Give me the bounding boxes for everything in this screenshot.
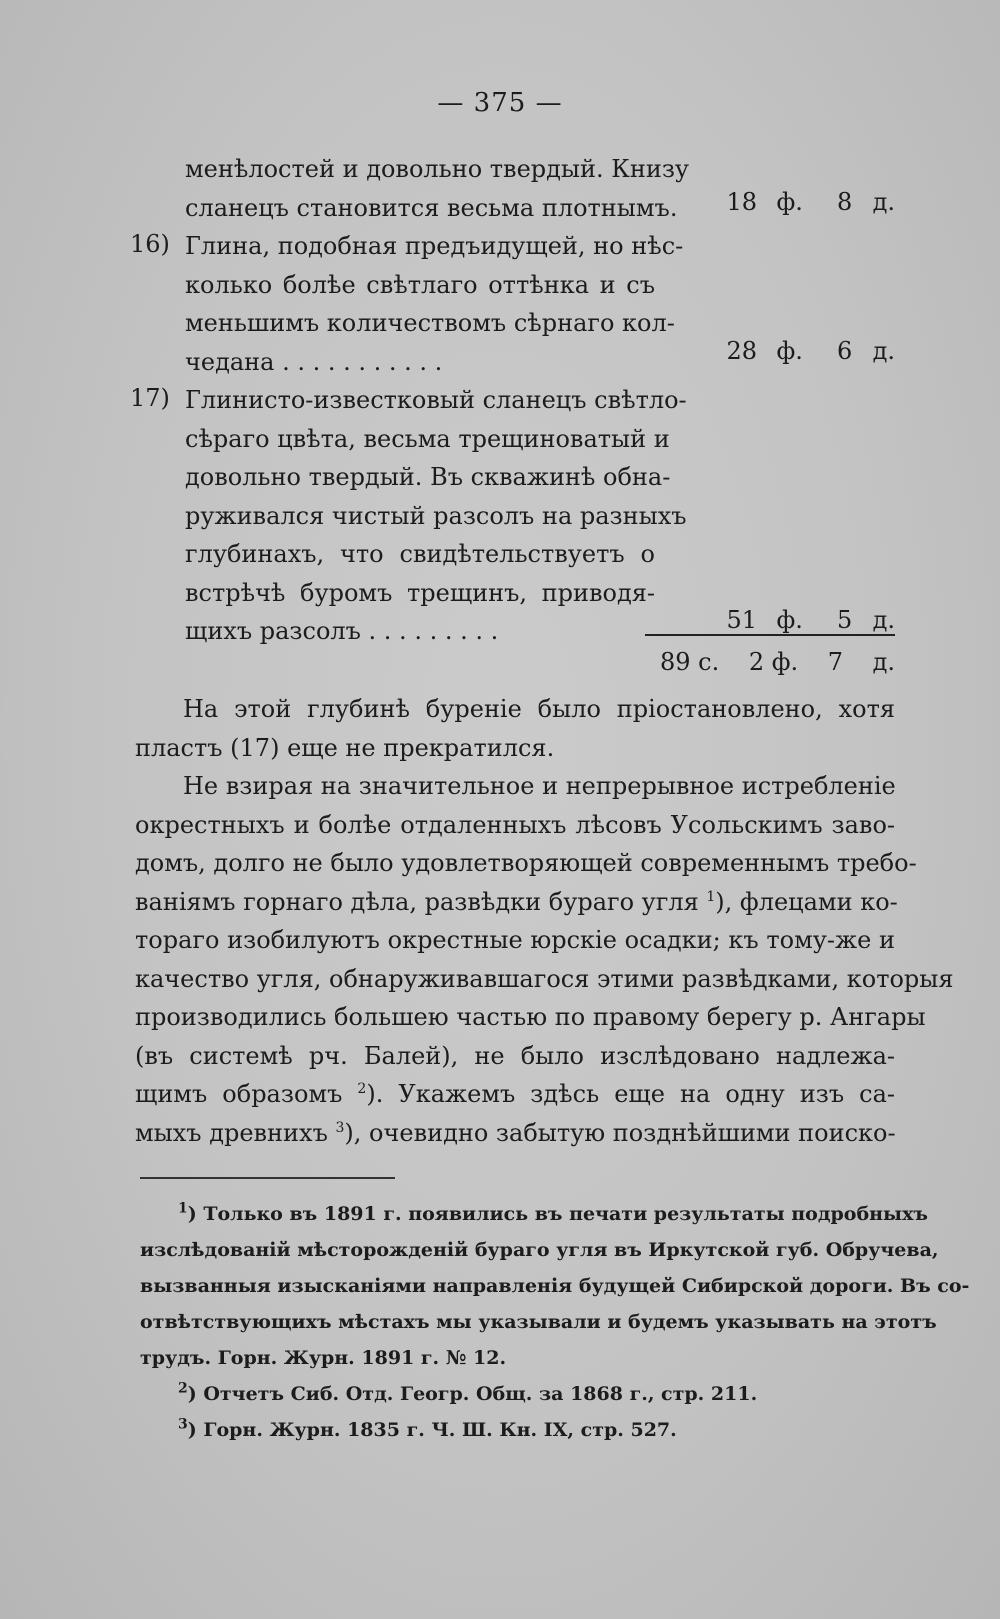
text-line: довольно твердый. Въ скважинѣ обна- [185,463,671,491]
layer-number: 17) [130,384,170,412]
text-line: отвѣтствующихъ мѣстахъ мы указывали и будемъ указывать на этотъ [140,1311,937,1333]
text-line: трудъ. Горн. Журн. 1891 г. № 12. [140,1347,507,1369]
inch-value: 5 [837,606,853,634]
layer-description [185,227,684,381]
text-fragment: ), очевидно забытую позднѣйшими поиско- [344,1118,896,1147]
layer-number: 16) [130,230,170,258]
layer-entry-17 [130,381,895,651]
text-line: меньшимъ количествомъ сѣрнаго кол- [185,309,675,337]
paragraph [135,690,895,767]
text-line: руживался чистый разсолъ на разныхъ [185,501,687,530]
text-line: глубинахъ, что свидѣтельствуетъ о [185,540,655,568]
text-line: вызванныя изысканiями направленiя будущей Сибирской дороги. Въ со- [140,1275,970,1297]
text-fragment: ) Отчетъ Сиб. Отд. Геогр. Общ. за 1868 г., стр. 211. [187,1383,758,1405]
text-line [135,883,898,922]
text-line: встрѣчѣ буромъ трещинъ, приводя- [185,578,655,607]
text-line: качество угля, обнаруживавшагося этими развѣдками, которыя [135,964,954,993]
layer-description [185,150,690,227]
inch-value: 8 [837,188,853,216]
text-fragment: ванiямъ горнаго дѣла, развѣдки бураго угля [135,887,699,916]
layer-list [130,150,895,651]
text-line: чедана . . . . . . . . . . . [185,347,443,376]
body-text [135,690,954,1152]
layer-entry-15 [130,150,895,227]
page-number: — 375 — [437,88,563,118]
text-line [135,1075,895,1114]
text-line [135,1114,895,1153]
text-line: тораго изобилуютъ окрестные юрскiе осадки; къ тому-же и [135,926,895,954]
feet-unit: ф. [776,337,803,365]
text-line: домъ, долго не было удовлетворяющей современнымъ требо- [135,849,917,877]
text-line: изслѣдованiй мѣсторожденiй бураго угля въ Иркутской губ. Обручева, [140,1239,939,1261]
text-fragment: ), флецами ко- [715,887,898,916]
footnote-mark: 3 [178,1416,188,1433]
text-line: Не взирая на значительное и непрерывное истребленiе [183,772,896,800]
sum-rule [645,634,895,636]
text-line: На этой глубинѣ буренiе было прiостановлено, хотя [183,695,895,723]
footnote-2 [140,1376,897,1412]
layer-thickness [695,188,895,216]
paragraph [135,767,954,1152]
footnote-mark: 1 [178,1200,188,1217]
inch-unit: д. [872,188,895,216]
feet-value: 28 [726,337,757,365]
text-fragment: щимъ образомъ [135,1080,343,1108]
footnote-3 [140,1412,897,1448]
text-line: щихъ разсолъ . . . . . . . . . [185,617,499,645]
text-line [140,1196,928,1232]
text-fragment: ) Горн. Журн. 1835 г. Ч. Ш. Кн. IX, стр. 527. [187,1419,677,1441]
feet-unit: ф. [776,606,803,634]
text-fragment: ). Укажемъ здѣсь еще на одну изъ са- [366,1080,896,1108]
text-line: сѣраго цвѣта, весьма трещиноватый и [185,424,670,453]
text-fragment: ) Только въ 1891 г. появились въ печати результаты подробныхъ [187,1203,928,1225]
text-line: производились большею частью по правому берегу р. Ангары [135,1003,926,1031]
text-line: менѣлостей и довольно твердый. Книзу [185,155,690,183]
total-sazhen: 89 с. [660,648,720,676]
footnotes [140,1196,970,1448]
inch-unit: д. [872,337,895,365]
text-line: пластъ (17) еще не прекратился. [135,733,555,762]
feet-value: 18 [726,188,757,216]
text-fragment: мыхъ древнихъ [135,1118,328,1147]
text-line: колько болѣе свѣтлаго оттѣнка и съ [185,270,655,299]
inch-unit: д. [872,606,895,634]
layer-entry-16 [130,227,895,381]
text-line: окрестныхъ и болѣе отдаленныхъ лѣсовъ Усольскимъ заво- [135,810,895,839]
footnote-separator [140,1177,395,1179]
layer-thickness [695,337,895,365]
footnote-ref[interactable]: 1 [706,888,716,905]
footnote-ref[interactable]: 3 [335,1119,345,1136]
text-line: Глина, подобная предъидущей, но нѣс- [185,232,684,260]
feet-value: 51 [726,606,757,634]
text-line: (въ системѣ рч. Балей), не было изслѣдовано надлежа- [135,1041,895,1070]
total-depth [660,648,895,676]
total-feet: 2 ф. [748,648,799,676]
text-line: сланецъ становится весьма плотнымъ. [185,193,678,222]
text-line: Глинисто-известковый сланецъ свѣтло- [185,386,687,414]
footnote-mark: 2 [178,1380,188,1397]
layer-description [185,381,687,651]
footnote-1 [140,1196,970,1376]
footnote-ref[interactable]: 2 [357,1081,367,1097]
feet-unit: ф. [776,188,803,216]
total-inch-unit: д. [872,648,895,676]
inch-value: 6 [837,337,853,365]
layer-thickness [695,606,895,634]
total-inch-value: 7 [827,648,843,676]
